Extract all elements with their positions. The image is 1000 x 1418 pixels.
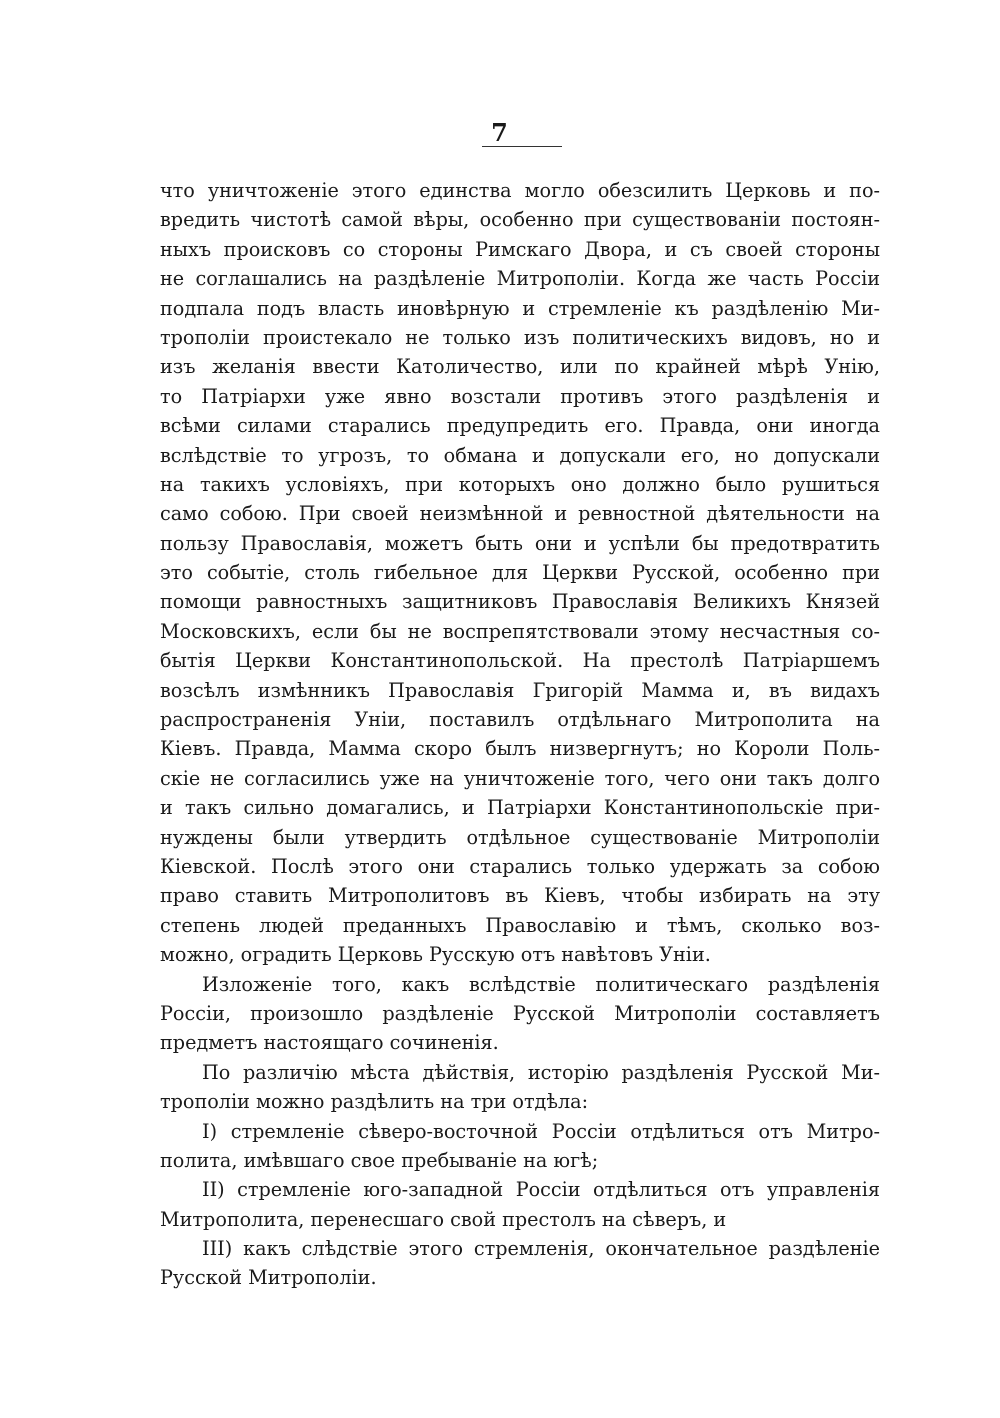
- text-line: можно, оградить Церковь Русскую отъ навѣтовъ Уніи.: [160, 943, 711, 967]
- text-line: Изложеніе того, какъ вслѣдствіе политическаго раздѣленія: [202, 972, 880, 996]
- text-line: Русской Митрополіи.: [160, 1266, 377, 1290]
- paragraph-6: [160, 1234, 880, 1293]
- text-line: бытія Церкви Константинопольской. На престолѣ Патріаршемъ: [160, 649, 880, 673]
- text-line: то Патріархи уже явно возстали противъ этого раздѣленія и: [160, 384, 880, 408]
- paragraph-3: [160, 1058, 880, 1117]
- text-line: Кіевской. Послѣ этого они старались только удержать за собою: [160, 854, 880, 878]
- text-line: трополіи можно раздѣлить на три отдѣла:: [160, 1090, 589, 1114]
- text-line: распространенія Уніи, поставилъ отдѣльнаго Митрополита на: [160, 708, 880, 732]
- text-line: само собою. При своей неизмѣнной и ревностной дѣятельности на: [160, 502, 880, 526]
- text-line: полита, имѣвшаго свое пребываніе на югѣ;: [160, 1148, 599, 1172]
- text-line: что уничтоженіе этого единства могло обезсилить Церковь и по-: [160, 179, 880, 202]
- text-line: вредить чистотѣ самой вѣры, особенно при существованіи постоян-: [160, 208, 880, 232]
- text-line: нуждены были утвердить отдѣльное существованіе Митрополіи: [160, 825, 880, 849]
- text-line: ныхъ происковъ со стороны Римскаго Двора, и съ своей стороны: [160, 237, 880, 261]
- body-text: [160, 176, 880, 1293]
- text-line: I) стремленіе сѣверо-восточной Россіи отдѣлиться отъ Митро-: [202, 1119, 880, 1143]
- page-number-rule: [482, 146, 562, 147]
- text-line: помощи равностныхъ защитниковъ Православія Великихъ Князей: [160, 590, 880, 614]
- paragraph-1: [160, 176, 880, 970]
- text-line: на такихъ условіяхъ, при которыхъ оно должно было рушиться: [160, 472, 880, 496]
- page-number: 7: [491, 118, 509, 147]
- text-line: подпала подъ власть иновѣрную и стремленіе къ раздѣленію Ми-: [160, 296, 880, 320]
- text-line: и такъ сильно домагались, и Патріархи Константинопольскіе при-: [160, 796, 880, 820]
- text-line: Московскихъ, если бы не воспрепятствовали этому несчастныя со-: [160, 619, 880, 643]
- text-line: всѣми силами старались предупредить его. Правда, они иногда: [160, 414, 880, 438]
- text-line: II) стремленіе юго-западной Россіи отдѣлиться отъ управленія: [202, 1178, 880, 1202]
- text-line: скіе не согласились уже на уничтоженіе того, чего они такъ долго: [160, 766, 880, 790]
- text-line: III) какъ слѣдствіе этого стремленія, окончательное раздѣленіе: [202, 1237, 880, 1261]
- paragraph-4: [160, 1117, 880, 1176]
- text-line: это событіе, столь гибельное для Церкви Русской, особенно при: [160, 561, 880, 585]
- text-line: Кіевъ. Правда, Мамма скоро былъ низвергнутъ; но Короли Поль-: [160, 737, 880, 761]
- paragraph-5: [160, 1175, 880, 1234]
- text-line: право ставить Митрополитовъ въ Кіевъ, чтобы избирать на эту: [160, 884, 880, 908]
- paragraph-2: [160, 970, 880, 1058]
- text-line: не соглашались на раздѣленіе Митрополіи. Когда же часть Россіи: [160, 267, 880, 291]
- text-line: степень людей преданныхъ Православію и тѣмъ, сколько воз-: [160, 913, 880, 937]
- text-line: пользу Православія, можетъ быть они и успѣли бы предотвратить: [160, 531, 880, 555]
- text-line: Митрополита, перенесшаго свой престолъ на сѣверъ, и: [160, 1207, 727, 1231]
- text-line: вслѣдствіе то угрозъ, то обмана и допускали его, но допускали: [160, 443, 880, 467]
- text-line: Россіи, произошло раздѣленіе Русской Митрополіи составляетъ: [160, 1001, 880, 1025]
- text-line: трополіи проистекало не только изъ политическихъ видовъ, но и: [160, 325, 880, 349]
- text-line: предметъ настоящаго сочиненія.: [160, 1031, 499, 1055]
- text-line: По различію мѣста дѣйствія, исторію раздѣленія Русской Ми-: [202, 1060, 880, 1084]
- text-line: изъ желанія ввести Католичество, или по крайней мѣрѣ Унію,: [160, 355, 880, 379]
- text-line: возсѣлъ измѣнникъ Православія Григорій Мамма и, въ видахъ: [160, 678, 880, 702]
